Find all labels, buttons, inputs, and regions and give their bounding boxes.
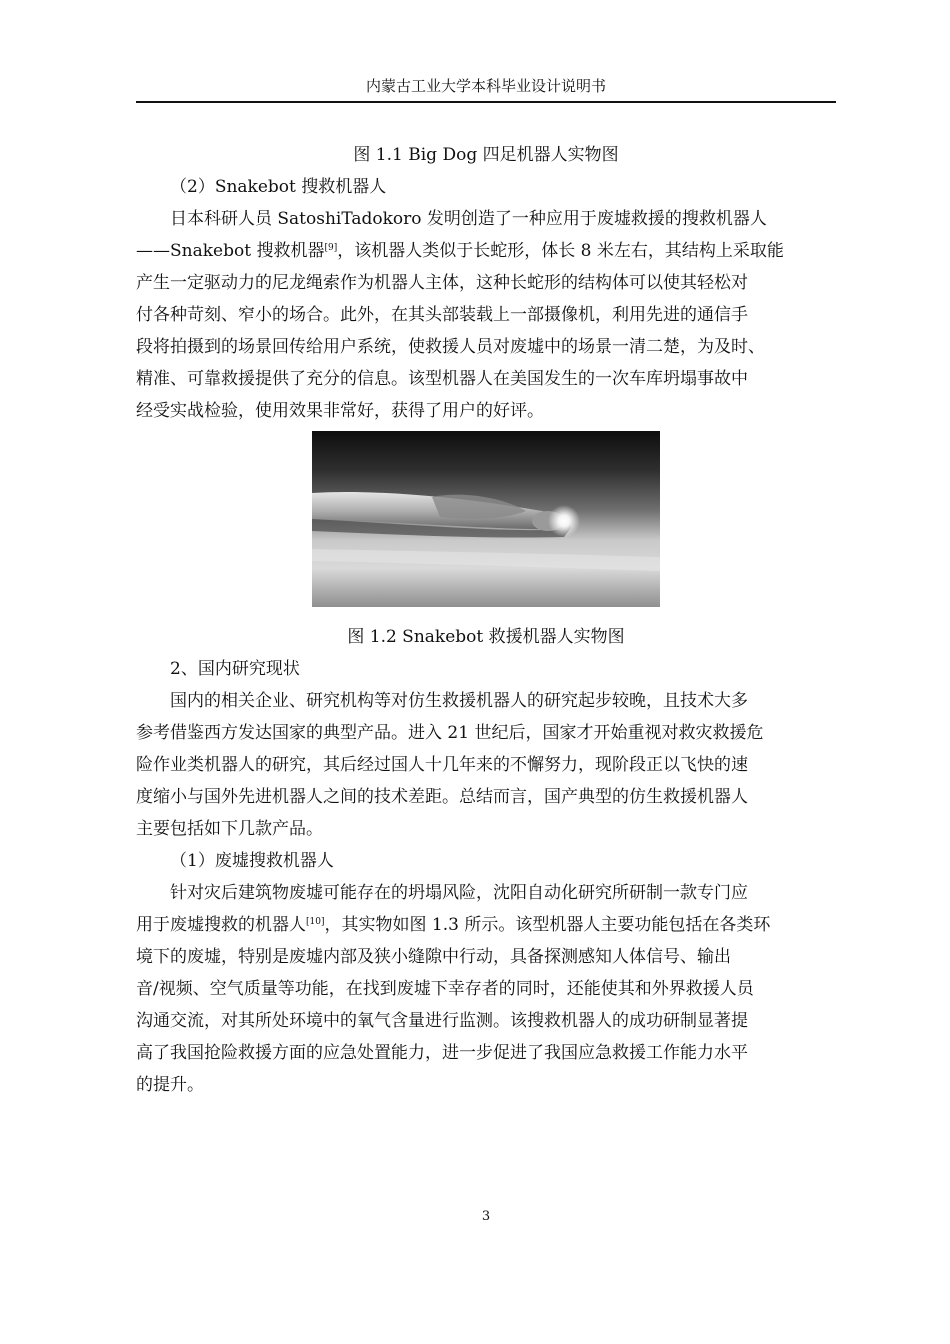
ruins-paragraph [136,877,836,1101]
paragraph-line: 险作业类机器人的研究，其后经过国人十几年来的不懈努力，现阶段正以飞快的速 [136,755,748,775]
paragraph-line: 精准、可靠救援提供了充分的信息。该型机器人在美国发生的一次车库坍塌事故中 [136,369,748,389]
paragraph-text: 用于废墟搜救的机器人 [136,915,306,935]
page-number: 3 [481,1209,491,1224]
section-snakebot-title: （2）Snakebot 搜救机器人 [170,177,387,197]
paragraph-line: 高了我国抢险救援方面的应急处置能力，进一步促进了我国应急救援工作能力水平 [136,1043,748,1063]
paragraph-line: 参考借鉴西方发达国家的典型产品。进入 21 世纪后，国家才开始重视对救灾救援危 [136,723,764,743]
header-rule [136,101,836,103]
paragraph-line: 付各种苛刻、窄小的场合。此外，在其头部装载上一部摄像机，利用先进的通信手 [136,305,748,325]
paragraph-text: ，该机器人类似于长蛇形，体长 8 米左右，其结构上采取能 [337,241,784,261]
paragraph-line: 度缩小与国外先进机器人之间的技术差距。总结而言，国产典型的仿生救援机器人 [136,787,748,807]
paragraph-line [136,235,836,267]
paragraph-line: 产生一定驱动力的尼龙绳索作为机器人主体，这种长蛇形的结构体可以使其轻松对 [136,273,748,293]
paragraph-line: 段将拍摄到的场景回传给用户系统，使救援人员对废墟中的场景一清二楚，为及时、 [136,337,765,357]
paragraph-text: ，其实物如图 1.3 所示。该型机器人主要功能包括在各类环 [324,915,771,935]
section-ruins-title: （1）废墟搜救机器人 [170,851,334,871]
section-domestic-title: 2、国内研究现状 [170,659,300,679]
running-header: 内蒙古工业大学本科毕业设计说明书 [365,77,606,95]
snakebot-paragraph [136,203,836,427]
figure-1-1-caption: 图 1.1 Big Dog 四足机器人实物图 [353,145,619,165]
page-body [136,139,836,1101]
paragraph-line: 针对灾后建筑物废墟可能存在的坍塌风险，沈阳自动化研究所研制一款专门应 [170,883,748,903]
citation-ref-9: [9] [324,243,338,253]
figure-1-2 [136,431,836,611]
paragraph-line: 主要包括如下几款产品。 [136,819,323,839]
citation-ref-10: [10] [306,917,325,927]
domestic-paragraph [136,685,836,845]
paragraph-line: 日本科研人员 SatoshiTadokoro 发明创造了一种应用于废墟救援的搜救机器人 [170,209,767,229]
snakebot-photo [312,431,660,607]
figure-1-2-caption: 图 1.2 Snakebot 救援机器人实物图 [347,627,625,647]
paragraph-line: 的提升。 [136,1075,204,1095]
paragraph-line: 沟通交流，对其所处环境中的氧气含量进行监测。该搜救机器人的成功研制显著提 [136,1011,748,1031]
paragraph-line [136,909,836,941]
paragraph-line: 经受实战检验，使用效果非常好，获得了用户的好评。 [136,401,544,421]
paragraph-line: 音/视频、空气质量等功能，在找到废墟下幸存者的同时，还能使其和外界救援人员 [136,979,754,999]
paragraph-line: 境下的废墟，特别是废墟内部及狭小缝隙中行动，具备探测感知人体信号、输出 [136,947,731,967]
paragraph-text: ——Snakebot 搜救机器 [136,241,325,261]
paragraph-line: 国内的相关企业、研究机构等对仿生救援机器人的研究起步较晚，且技术大多 [170,691,748,711]
